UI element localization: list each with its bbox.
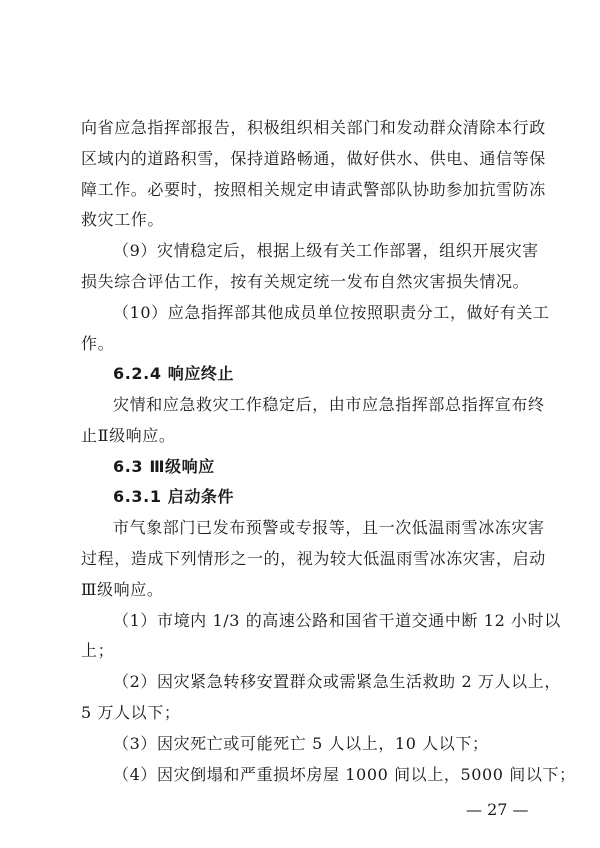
body-line-8: 作。 (81, 334, 115, 353)
list-item-2: （2）因灾紧急转移安置群众或需紧急生活救助 2 万人以上， (113, 672, 561, 691)
list-item-1: （1）市境内 1/3 的高速公路和国省干道交通中断 12 小时以 (113, 611, 561, 630)
list-item-4: （4）因灾倒塌和严重损坏房屋 1000 间以上，5000 间以下； (113, 765, 576, 784)
body-line-3: 障工作。必要时，按照相关规定申请武警部队协助参加抗雪防冻 (81, 180, 546, 199)
body-line-1: 向省应急指挥部报告，积极组织相关部门和发动群众清除本行政 (81, 118, 546, 137)
body-line-10: 灾情和应急救灾工作稳定后，由市应急指挥部总指挥宣布终 (113, 395, 545, 414)
section-heading-6-3: 6.3 Ⅲ级响应 (113, 457, 215, 476)
section-heading-6-2-4: 6.2.4 响应终止 (113, 364, 235, 383)
list-item-2-cont: 5 万人以下； (81, 703, 181, 722)
body-line-2: 区域内的道路积雪，保持道路畅通，做好供水、供电、通信等保 (81, 149, 546, 168)
page-number: — 27 — (466, 800, 529, 819)
list-item-1-cont: 上； (81, 641, 115, 660)
body-line-15: 过程，造成下列情形之一的，视为较大低温雨雪冰冻灾害，启动 (81, 549, 546, 568)
list-item-3: （3）因灾死亡或可能死亡 5 人以上，10 人以下； (113, 734, 489, 753)
section-heading-6-3-1: 6.3.1 启动条件 (113, 487, 235, 506)
body-line-16: Ⅲ级响应。 (81, 580, 164, 599)
paragraph-item-10: （10）应急指挥部其他成员单位按照职责分工，做好有关工 (113, 303, 550, 322)
body-line-4: 救灾工作。 (81, 210, 165, 229)
body-line-6: 损失综合评估工作，按有关规定统一发布自然灾害损失情况。 (81, 272, 530, 291)
body-line-14: 市气象部门已发布预警或专报等，且一次低温雨雪冰冻灾害 (113, 518, 545, 537)
body-line-11: 止Ⅱ级响应。 (81, 426, 176, 445)
paragraph-item-9: （9）灾情稳定后，根据上级有关工作部署，组织开展灾害 (113, 241, 539, 260)
